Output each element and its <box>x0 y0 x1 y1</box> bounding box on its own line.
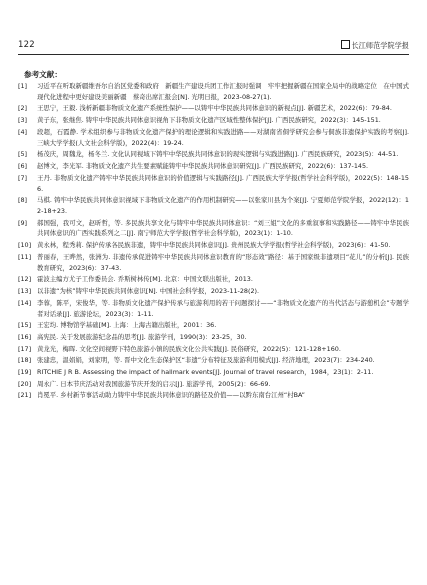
reference-text: 李蓉，陈平，宋俊华，等. 非物质文化遗产保护传承与旅游利用的若干问题探讨——“非物质文化遗产的当代活态与游憩机会”专题学者对话录[J]. 旅游论坛，2023(3)：1-11. <box>37 298 409 318</box>
reference-number: [2] <box>18 104 28 113</box>
reference-number: [13] <box>18 287 32 296</box>
reference-item <box>18 252 409 274</box>
page-header <box>18 40 409 52</box>
reference-item <box>18 149 409 160</box>
reference-item <box>18 115 409 126</box>
reference-item <box>18 127 409 149</box>
references-heading: 参考文献： <box>24 70 62 79</box>
journal-name <box>341 40 409 51</box>
reference-item <box>18 103 409 114</box>
reference-item <box>18 355 409 366</box>
reference-number: [19] <box>18 367 32 376</box>
reference-text: 马棋. 铸牢中华民族共同体意识视域下非物质文化遗产的作用机制研究——以张家川县为个案[J]. 宁夏师范学院学报，2022(12)：12-18+23. <box>37 196 409 215</box>
reference-text: 周永广. 日本节庆活动对我国旅游节庆开发的启示[J]. 旅游学刊，2005(2)：66-69. <box>37 379 271 388</box>
reference-text: 肖冕平. 乡村新节事活动助力铸牢中华民族共同体意识的路径及价值——以黔东南台江州“村BA” <box>37 391 305 400</box>
reference-text: 习近平在听取新疆维吾尔自治区党委和政府 新疆生产建设兵团工作汇报时强调 牢牢把握新疆在国家全局中的战略定位 在中国式现代化进程中更好建设美丽新疆 蔡奇出席汇报会[N]. 光明日报，2023-08-27(1). <box>37 82 409 101</box>
reference-text: 霍波主编方尤子工作委员会. 乔斯树林传[M]. 北京：中国文联出版社，2013. <box>37 275 253 284</box>
reference-number: [3] <box>18 116 28 125</box>
reference-number: [20] <box>18 379 32 388</box>
header-rule <box>18 54 409 55</box>
reference-number: [7] <box>18 173 28 182</box>
reference-text: 黄龙光，梅晖. 文化空间视野下特色旅游小镇的民族文化公共实践[J]. 民俗研究，2022(5)：121-128+160. <box>37 344 341 353</box>
reference-number: [21] <box>18 391 32 400</box>
reference-list <box>18 81 409 402</box>
reference-number: [4] <box>18 127 28 136</box>
reference-text: 郝国强，我可文，赵昕哲，等. 多民族共享文化与铸牢中华民族共同体意识：“刘三姐”文化的多重叙事和实践路径——铸牢中华民族共同体意识的广西实践系列之二[J]. 南宁师范大学学报(哲学社会科学版)，2023(1)：1-10. <box>37 218 409 238</box>
journal-box-mark <box>341 40 350 49</box>
reference-item <box>18 332 409 343</box>
reference-number: [18] <box>18 356 32 365</box>
reference-item <box>18 274 409 285</box>
reference-number: [6] <box>18 162 28 171</box>
reference-number: [5] <box>18 150 28 159</box>
reference-text: 王丹. 非物质文化遗产铸牢中华民族共同体意识的价值逻辑与实践路径[J]. 广西民族大学学报(哲学社会科学版)，2022(5)：148-156. <box>37 173 409 193</box>
reference-number: [11] <box>18 252 32 261</box>
reference-text: 高宪民. 关于发展旅游纪念品的思考[J]. 旅游学刊，1990(3)：23-25，30. <box>37 332 247 341</box>
reference-text: 普丽春，王晔然，张洲为. 非遗传承促进铸牢中华民族共同体意识教育的“形态效”路径：基于国家级非遗项目“花儿”的分析[J]. 民族教育研究，2023(6)：37-43. <box>37 252 409 272</box>
reference-text: RITCHIE J R B. Assessing the impact of hallmark events[J]. Journal of travel research，1984，23(1)：2-11. <box>37 367 374 376</box>
page-number: 122 <box>18 40 35 50</box>
reference-number: [15] <box>18 321 32 330</box>
reference-item <box>18 173 409 195</box>
reference-item <box>18 298 409 320</box>
reference-text: 黄永林，程秀莉. 保护传承各民族非遗，铸牢中华民族共同体意识[J]. 贵州民族大学学报(哲学社会科学版)，2023(6)：41-50. <box>37 241 391 250</box>
reference-item <box>18 367 409 378</box>
reference-text: 黄子东，张继焦. 铸牢中华民族共同体意识视角下非物质文化遗产区域性整体保护[J]. 广西民族研究，2022(3)：145-151. <box>37 116 381 125</box>
reference-text: 杨茂庆，周魏龙，杨冬兰. 文化认同视域下铸牢中华民族共同体意识的现实逻辑与实践进路[J]. 广西民族研究，2023(5)：44-51. <box>37 150 399 159</box>
reference-item <box>18 161 409 172</box>
reference-number: [16] <box>18 332 32 341</box>
journal-name-text: 长江师范学院学报 <box>351 41 409 50</box>
reference-item <box>18 320 409 331</box>
reference-item <box>18 286 409 297</box>
reference-text: 以非遗“为核”铸牢中华民族共同体意识[N]. 中国社会科学报，2023-11-28(2). <box>37 287 260 296</box>
reference-text: 王宏均. 博物馆学基础[M]. 上海：上海古籍出版社，2001：36. <box>37 321 217 330</box>
reference-number: [1] <box>18 82 28 90</box>
reference-number: [9] <box>18 218 28 227</box>
reference-text: 段超，石霞静. 学术组织参与非物质文化遗产保护的理论逻辑和实践进路——对湖南省侗学研究会参与侗族非遗保护实践的考察[J]. 三峡大学学报(人文社会科学版)，2022(4)：19-24. <box>37 127 409 147</box>
reference-item <box>18 81 409 103</box>
reference-number: [14] <box>18 298 32 307</box>
reference-number: [8] <box>18 196 28 205</box>
reference-item <box>18 379 409 390</box>
reference-number: [12] <box>18 275 32 284</box>
reference-text: 王思宁，王毅. 浅析新疆非物质文化遗产系统性保护——以铸牢中华民族共同体意识的新视点[J]. 新疆艺术，2022(6)：79-84. <box>37 104 392 113</box>
reference-text: 赵博文，李光军. 非物质文化遗产共生要素赋能铸牢中华民族共同体意识研究[J]. 广西民族研究，2022(6)：137-145. <box>37 162 369 171</box>
reference-item <box>18 195 409 217</box>
reference-item <box>18 218 409 240</box>
reference-item <box>18 344 409 355</box>
reference-item <box>18 390 409 401</box>
reference-text: 张建忠，温娟娟，刘家明，等. 晋中文化生态保护区“非遗”分布特征及旅游利用模式[J]. 经济地理，2023(7)：234-240. <box>37 356 375 365</box>
reference-number: [17] <box>18 344 32 353</box>
reference-number: [10] <box>18 241 32 250</box>
reference-item <box>18 240 409 251</box>
